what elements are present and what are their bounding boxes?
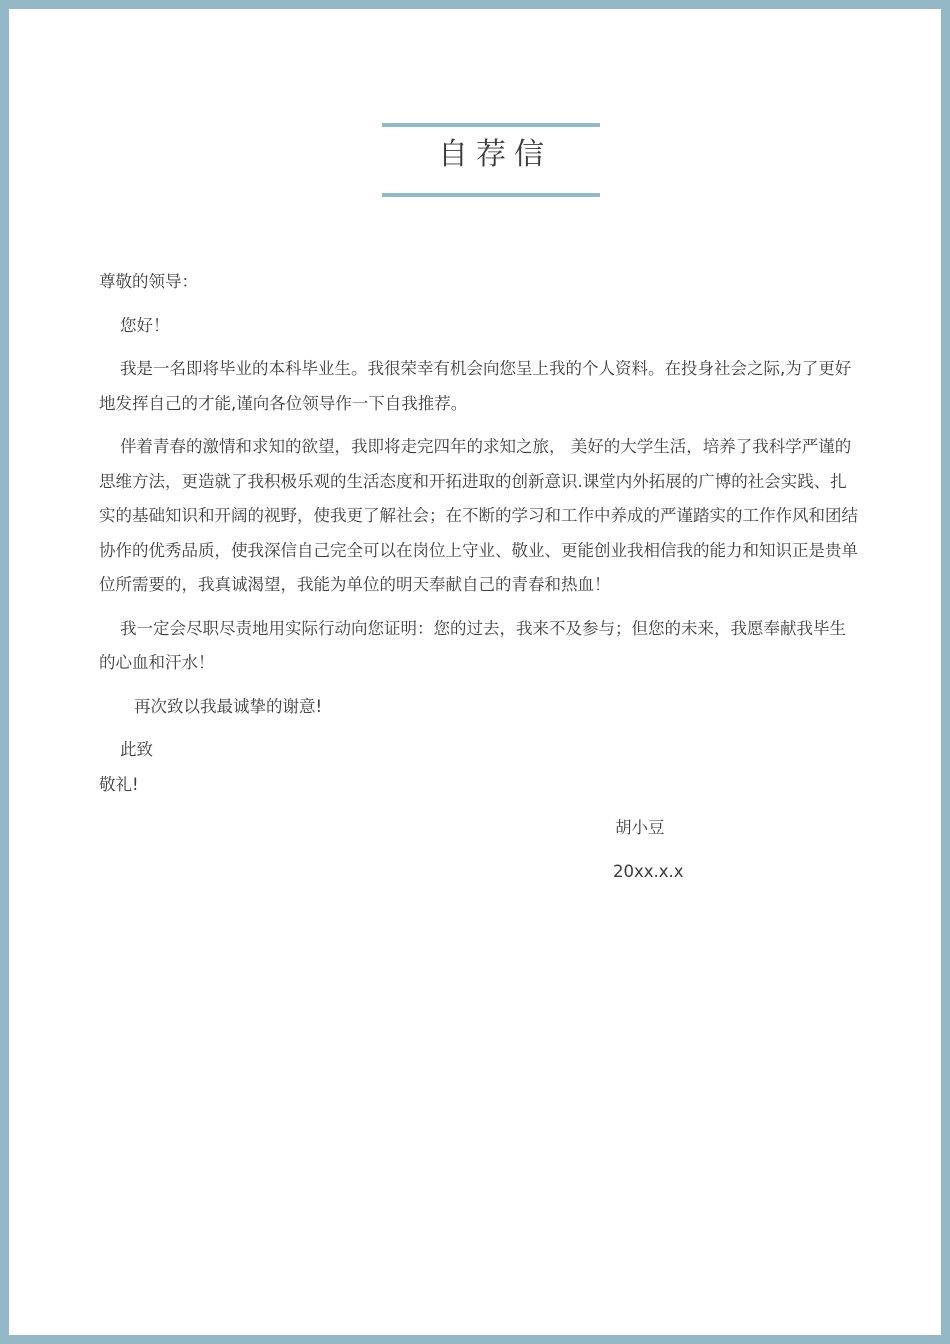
letter-body <box>99 265 859 889</box>
title-bottom-rule <box>382 193 600 197</box>
thanks-line: 再次致以我最诚挚的谢意! <box>134 696 323 716</box>
paragraph-commitment: 我一定会尽职尽责地用实际行动向您证明：您的过去，我来不及参与；但您的未来，我愿奉献我毕生的心血和汗水！ <box>99 618 846 672</box>
signature: 胡小豆 <box>615 818 665 837</box>
page-title: 自荐信 <box>438 137 552 172</box>
title-block <box>382 123 600 198</box>
date: 20xx.x.x <box>613 861 684 881</box>
greeting: 您好！ <box>120 315 170 335</box>
paragraph-introduction: 我是一名即将毕业的本科毕业生。我很荣幸有机会向您呈上我的个人资料。在投身社会之际,为了更好地发挥自己的才能,谨向各位领导作一下自我推荐。 <box>99 359 852 413</box>
salutation: 尊敬的领导： <box>99 272 198 291</box>
title-top-rule <box>382 123 600 127</box>
paragraph-qualifications: 伴着青春的激情和求知的欲望，我即将走完四年的求知之旅， 美好的大学生活，培养了我科学严谨的思维方法，更造就了我积极乐观的生活态度和开拓进取的创新意识.课堂内外拓展的广博的社会实践、扎实的基础知识和开阔的视野，使我更了解社会；在不断的学习和工作中养成的严谨踏实的工作作风和团结协作的优秀品质，使我深信自己完全可以在岗位上守业、敬业、更能创业我相信我的能力和知识正是贵单位所需要的，我真诚渴望，我能为单位的明天奉献自己的青春和热血！ <box>99 437 858 594</box>
regards-line: 敬礼! <box>99 774 139 794</box>
closing-line: 此致 <box>120 740 153 759</box>
